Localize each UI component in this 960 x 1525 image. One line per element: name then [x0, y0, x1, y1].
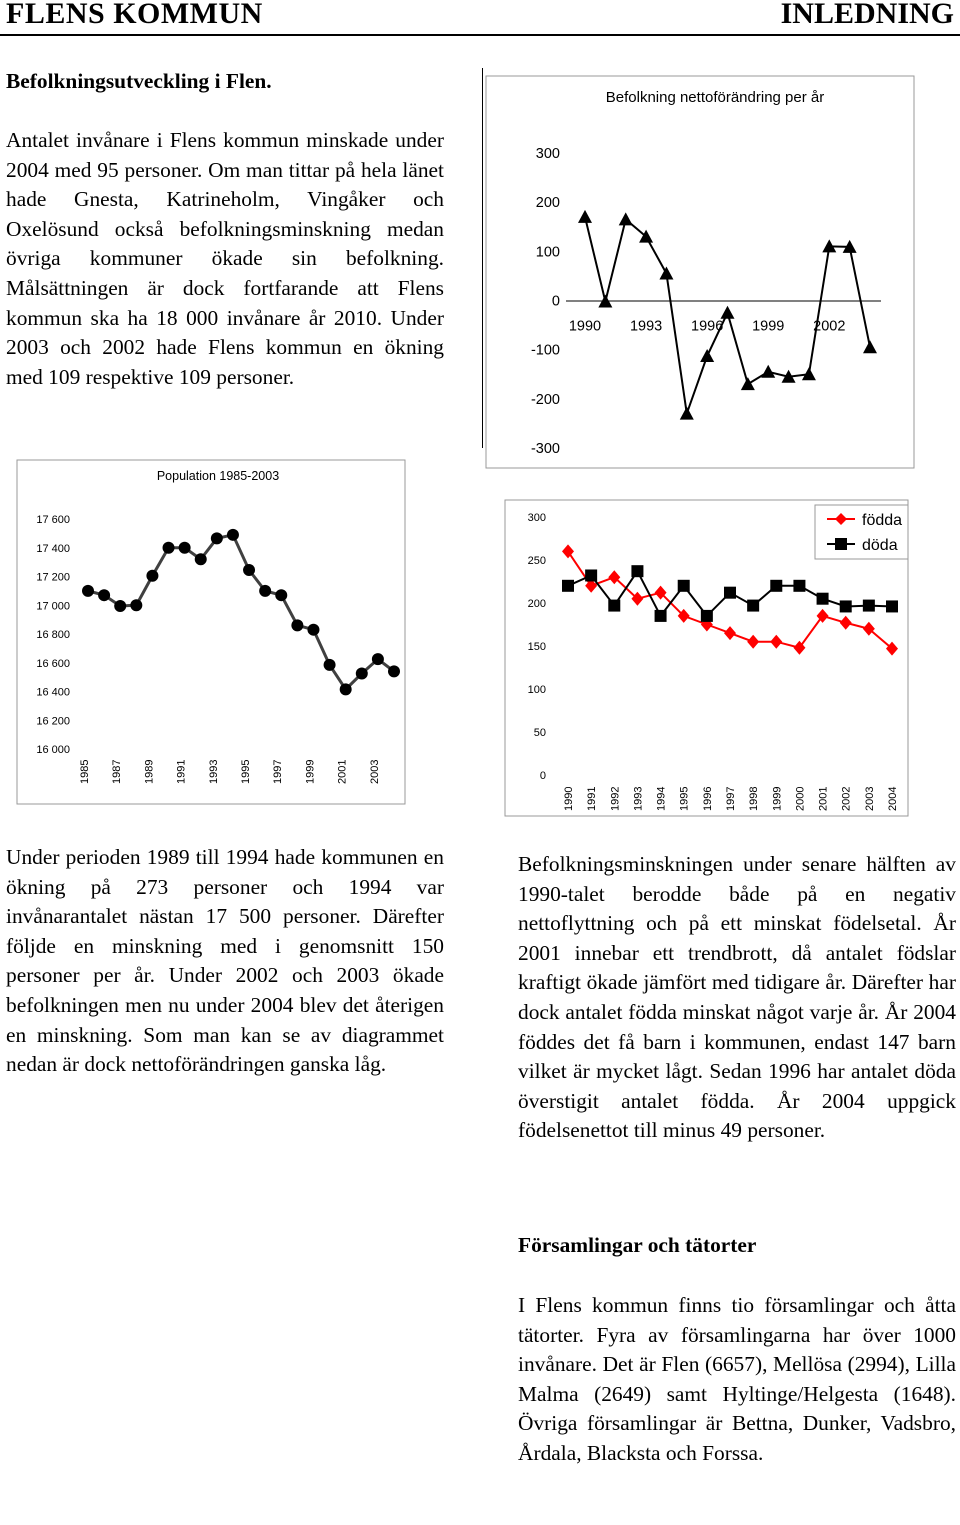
data-point: [227, 529, 239, 541]
y-tick-label: 17 000: [36, 600, 70, 613]
x-tick-label: 1990: [568, 318, 602, 335]
column-divider: [482, 68, 483, 448]
data-point: [724, 587, 736, 599]
y-tick-label: 200: [527, 598, 546, 610]
data-point: [114, 600, 126, 612]
legend-marker-doda: [835, 538, 847, 550]
legend-label-doda: döda: [862, 537, 898, 554]
chart-legend: [815, 505, 908, 559]
data-point: [631, 565, 643, 577]
data-point: [259, 585, 271, 597]
y-tick-label: 300: [527, 512, 546, 524]
data-point: [163, 542, 175, 554]
x-tick-label: 1996: [691, 318, 724, 335]
x-tick-label: 2004: [887, 786, 899, 811]
x-tick-label: 1999: [771, 786, 784, 811]
y-tick-label: 0: [539, 770, 546, 782]
x-tick-label: 1998: [748, 786, 761, 811]
x-tick-label: 1994: [655, 786, 668, 811]
data-point: [130, 599, 142, 611]
x-tick-label: 1993: [207, 759, 220, 784]
data-point: [678, 580, 690, 592]
y-tick-label: 100: [535, 244, 560, 261]
x-tick-label: 1999: [752, 318, 785, 335]
x-tick-label: 1985: [79, 759, 91, 784]
data-point: [340, 683, 352, 695]
data-point: [372, 653, 384, 665]
data-point: [701, 610, 713, 622]
data-point: [307, 624, 319, 636]
parishes-paragraph: I Flens kommun finns tio församlingar och åtta tätorter. Fyra av församlingarna har över 1000 invånare. Det är Flen (6657), Mellösa (2994), Lilla Malma (2649) samt Hyltinge/Helgesta (1648). Övriga församlingar är Bettna, Dunker, Vadsbro, Årdala, Blacksta och Forssa.: [518, 1293, 956, 1465]
y-tick-label: 16 000: [36, 744, 70, 756]
y-tick-label: -300: [530, 441, 560, 457]
data-point: [793, 580, 805, 592]
data-point: [243, 564, 255, 576]
data-point: [275, 589, 287, 601]
chart-title: Population 1985-2003: [156, 469, 280, 483]
y-tick-label: 16 800: [36, 629, 70, 641]
net-change-chart: [486, 76, 914, 468]
data-point: [747, 600, 759, 612]
y-tick-label: 16 600: [36, 657, 70, 670]
y-tick-label: 300: [535, 146, 560, 162]
y-tick-label: 250: [527, 555, 546, 567]
intro-paragraph: Antalet invånare i Flens kommun minskade under 2004 med 95 personer. Om man tittar på hela länet hade Gnesta, Katrineholm, Vingåker och Oxelösund också befolkningsminskning medan övriga kommuner ökade sin befolkning. Målsättningen är dock fortfarande att Flens kommun ska ha 18 000 invånare år 2010. Under 2003 och 2002 hade Flens kommun en ökning med 109 respektive 109 personer.: [6, 128, 444, 389]
data-point: [82, 585, 94, 597]
x-tick-label: 2002: [840, 786, 853, 811]
x-tick-label: 1989: [143, 759, 156, 784]
y-tick-label: 100: [527, 684, 546, 696]
y-tick-label: 200: [535, 195, 560, 212]
x-tick-label: 1992: [609, 786, 622, 811]
x-tick-label: 1993: [632, 786, 645, 811]
chart-title: Befolkning nettoförändring per år: [605, 89, 825, 106]
x-tick-label: 1987: [111, 759, 124, 784]
data-point: [388, 665, 400, 677]
population-chart: [17, 460, 405, 804]
data-point: [655, 610, 667, 622]
data-point: [146, 570, 158, 582]
legend-label-fodda: födda: [862, 512, 903, 529]
x-tick-label: 1995: [240, 759, 252, 784]
y-tick-label: 150: [527, 641, 546, 653]
parishes-heading: Församlingar och tätorter: [518, 1233, 757, 1257]
header-section: INLEDNING: [780, 0, 954, 30]
y-tick-label: 16 400: [36, 686, 70, 699]
x-tick-label: 1991: [586, 786, 599, 811]
section-title: Befolkningsutveckling i Flen.: [6, 69, 272, 93]
data-point: [291, 619, 303, 631]
data-point: [770, 580, 782, 592]
data-point: [840, 600, 852, 612]
y-tick-label: -200: [530, 391, 560, 408]
y-tick-label: 17 200: [36, 571, 70, 584]
x-tick-label: 1999: [304, 759, 317, 784]
x-tick-label: 2001: [336, 759, 349, 784]
data-point: [817, 593, 829, 605]
y-tick-label: 16 200: [36, 715, 70, 728]
y-tick-label: -100: [530, 342, 560, 359]
data-point: [98, 589, 110, 601]
trend-paragraph: Under perioden 1989 till 1994 hade kommunen en ökning på 273 personer och 1994 var invånarantalet nästan 17 500 personer. Därefter följde en minskning med i genomsnitt 150 personer per år. Under 2002 och 2003 ökade befolkningen men nu under 2004 blev det återigen en minskning. Som man kan se av diagrammet nedan är dock nettoförändringen ganska låg.: [6, 845, 444, 1077]
data-point: [886, 600, 898, 612]
x-tick-label: 1993: [629, 318, 663, 335]
x-tick-label: 2000: [794, 786, 807, 811]
data-point: [324, 659, 336, 671]
y-tick-label: 17 600: [36, 514, 70, 526]
data-point: [356, 668, 368, 680]
x-tick-label: 1997: [272, 759, 285, 784]
x-tick-label: 1991: [175, 759, 188, 784]
x-tick-label: 2003: [863, 786, 876, 811]
x-tick-label: 1995: [678, 786, 691, 811]
header-title: FLENS KOMMUN: [6, 0, 263, 30]
y-tick-label: 50: [533, 727, 546, 739]
x-tick-label: 2002: [813, 318, 846, 335]
births-deaths-chart: [505, 500, 908, 816]
y-tick-label: 0: [551, 293, 560, 310]
data-point: [863, 600, 875, 612]
data-point: [211, 532, 223, 544]
x-tick-label: 1990: [563, 786, 575, 811]
data-point: [179, 542, 191, 554]
data-point: [562, 580, 574, 592]
x-tick-label: 1997: [725, 786, 737, 811]
header-rule: [0, 34, 960, 36]
x-tick-label: 2003: [368, 759, 381, 784]
y-tick-label: 17 400: [36, 542, 70, 555]
data-point: [585, 569, 597, 581]
births-paragraph: Befolkningsminskningen under senare hälften av 1990-talet berodde både på en negativ nettoflyttning och på ett minskat födelsetal. År 2001 innebar ett trendbrott, då antalet födslar kraftigt ökade jämfört med tidigare år. Därefter har dock antalet födda minskat något varje år. År 2004 föddes det få barn i kommunen, endast 147 barn vilket är mycket lågt. Sedan 1996 har antalet döda överstigit antalet födda. År 2004 uppgick födelsenettot till minus 49 personer.: [518, 852, 956, 1143]
x-tick-label: 1996: [701, 786, 714, 811]
data-point: [195, 553, 207, 565]
data-point: [608, 600, 620, 612]
x-tick-label: 2001: [817, 786, 830, 811]
